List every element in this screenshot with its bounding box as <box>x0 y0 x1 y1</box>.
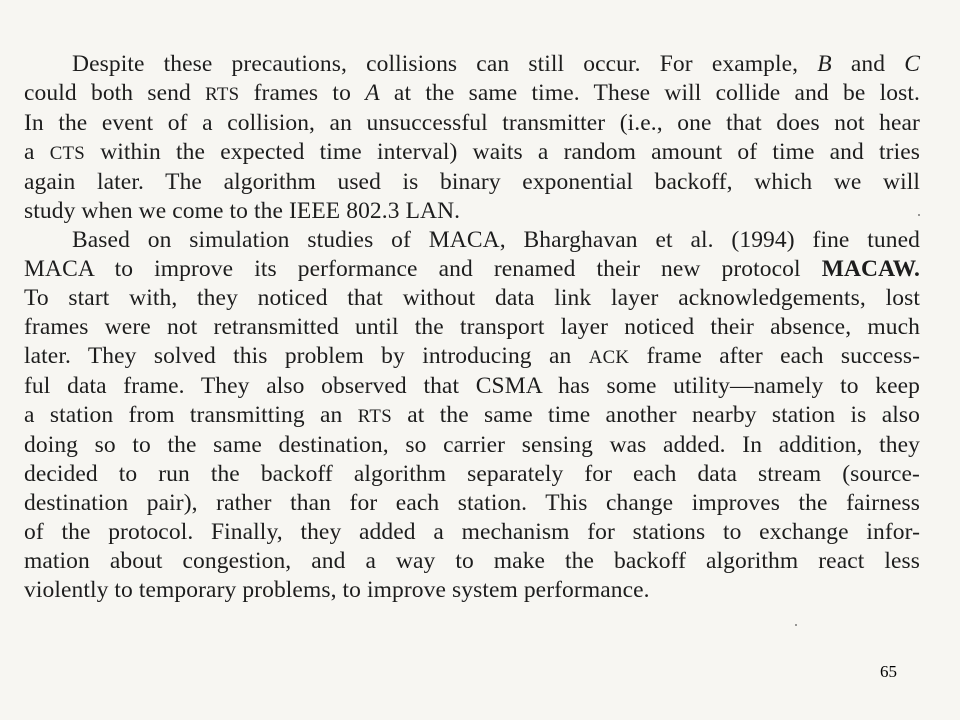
page-number: 65 <box>880 662 897 681</box>
paragraph <box>24 50 920 226</box>
text-line <box>24 197 920 226</box>
text-run: C <box>904 51 920 77</box>
text-run: could both send <box>24 80 206 106</box>
text-run: ACK <box>588 347 630 368</box>
text-run: within the expected time interval) waits a random amount of time and tries <box>85 139 920 165</box>
text-line <box>24 576 920 605</box>
text-run: RTS <box>205 84 240 105</box>
text-line <box>24 313 920 342</box>
text-run: ful data frame. They also observed that CSMA has some utility—namely to keep <box>24 373 920 399</box>
text-run: frame after each success- <box>629 343 920 369</box>
text-run: MACAW. <box>821 256 920 282</box>
text-line <box>24 547 920 576</box>
scan-speck <box>795 624 797 626</box>
text-run: doing so to the same destination, so carrier sensing was added. In addition, they <box>24 432 920 458</box>
text-run: violently to temporary problems, to improve system performance. <box>24 577 650 603</box>
text-line <box>24 138 920 168</box>
text-run: at the same time another nearby station is also <box>391 402 920 428</box>
text-line <box>24 518 920 547</box>
text-line <box>24 79 920 109</box>
text-run: A <box>365 80 380 106</box>
text-run: frames to <box>239 80 366 106</box>
text-run: Despite these precautions, collisions can still occur. For example, <box>72 51 818 77</box>
text-run: decided to run the backoff algorithm separately for each data stream (source- <box>24 461 920 487</box>
text-run: later. They solved this problem by introducing an <box>24 343 589 369</box>
text-run: In the event of a collision, an unsuccessful transmitter (i.e., one that does not hear <box>24 110 920 136</box>
text-run: at the same time. These will collide and be lost. <box>379 80 920 106</box>
text-line <box>24 489 920 518</box>
text-run: To start with, they noticed that without data link layer acknowledgements, lost <box>24 285 920 311</box>
text-run: Based on simulation studies of MACA, Bharghavan et al. (1994) fine tuned <box>72 227 920 253</box>
text-run: of the protocol. Finally, they added a mechanism for stations to exchange infor- <box>24 519 920 545</box>
text-line <box>24 226 920 255</box>
text-line <box>24 401 920 431</box>
text-line <box>24 50 920 79</box>
text-line <box>24 255 920 284</box>
body-text <box>24 50 920 605</box>
text-run: study when we come to the IEEE 802.3 LAN. <box>24 198 461 224</box>
text-run: MACA to improve its performance and renamed their new protocol <box>24 256 822 282</box>
text-run: destination pair), rather than for each station. This change improves the fairness <box>24 490 920 516</box>
text-line <box>24 284 920 313</box>
text-run: frames were not retransmitted until the transport layer noticed their absence, much <box>24 314 920 340</box>
text-run: CTS <box>49 143 86 164</box>
text-run: a station from transmitting an <box>24 402 358 428</box>
text-line <box>24 168 920 197</box>
text-run: a <box>24 139 50 165</box>
text-run: mation about congestion, and a way to make the backoff algorithm react less <box>24 548 920 574</box>
scan-speck <box>918 214 920 216</box>
text-run: B <box>817 51 832 77</box>
text-run: RTS <box>357 406 392 427</box>
text-run: and <box>831 51 905 77</box>
text-line <box>24 109 920 138</box>
text-run: again later. The algorithm used is binary exponential backoff, which we will <box>24 169 920 195</box>
text-line <box>24 342 920 372</box>
paragraph <box>24 226 920 605</box>
text-line <box>24 431 920 460</box>
text-line <box>24 460 920 489</box>
text-line <box>24 372 920 401</box>
